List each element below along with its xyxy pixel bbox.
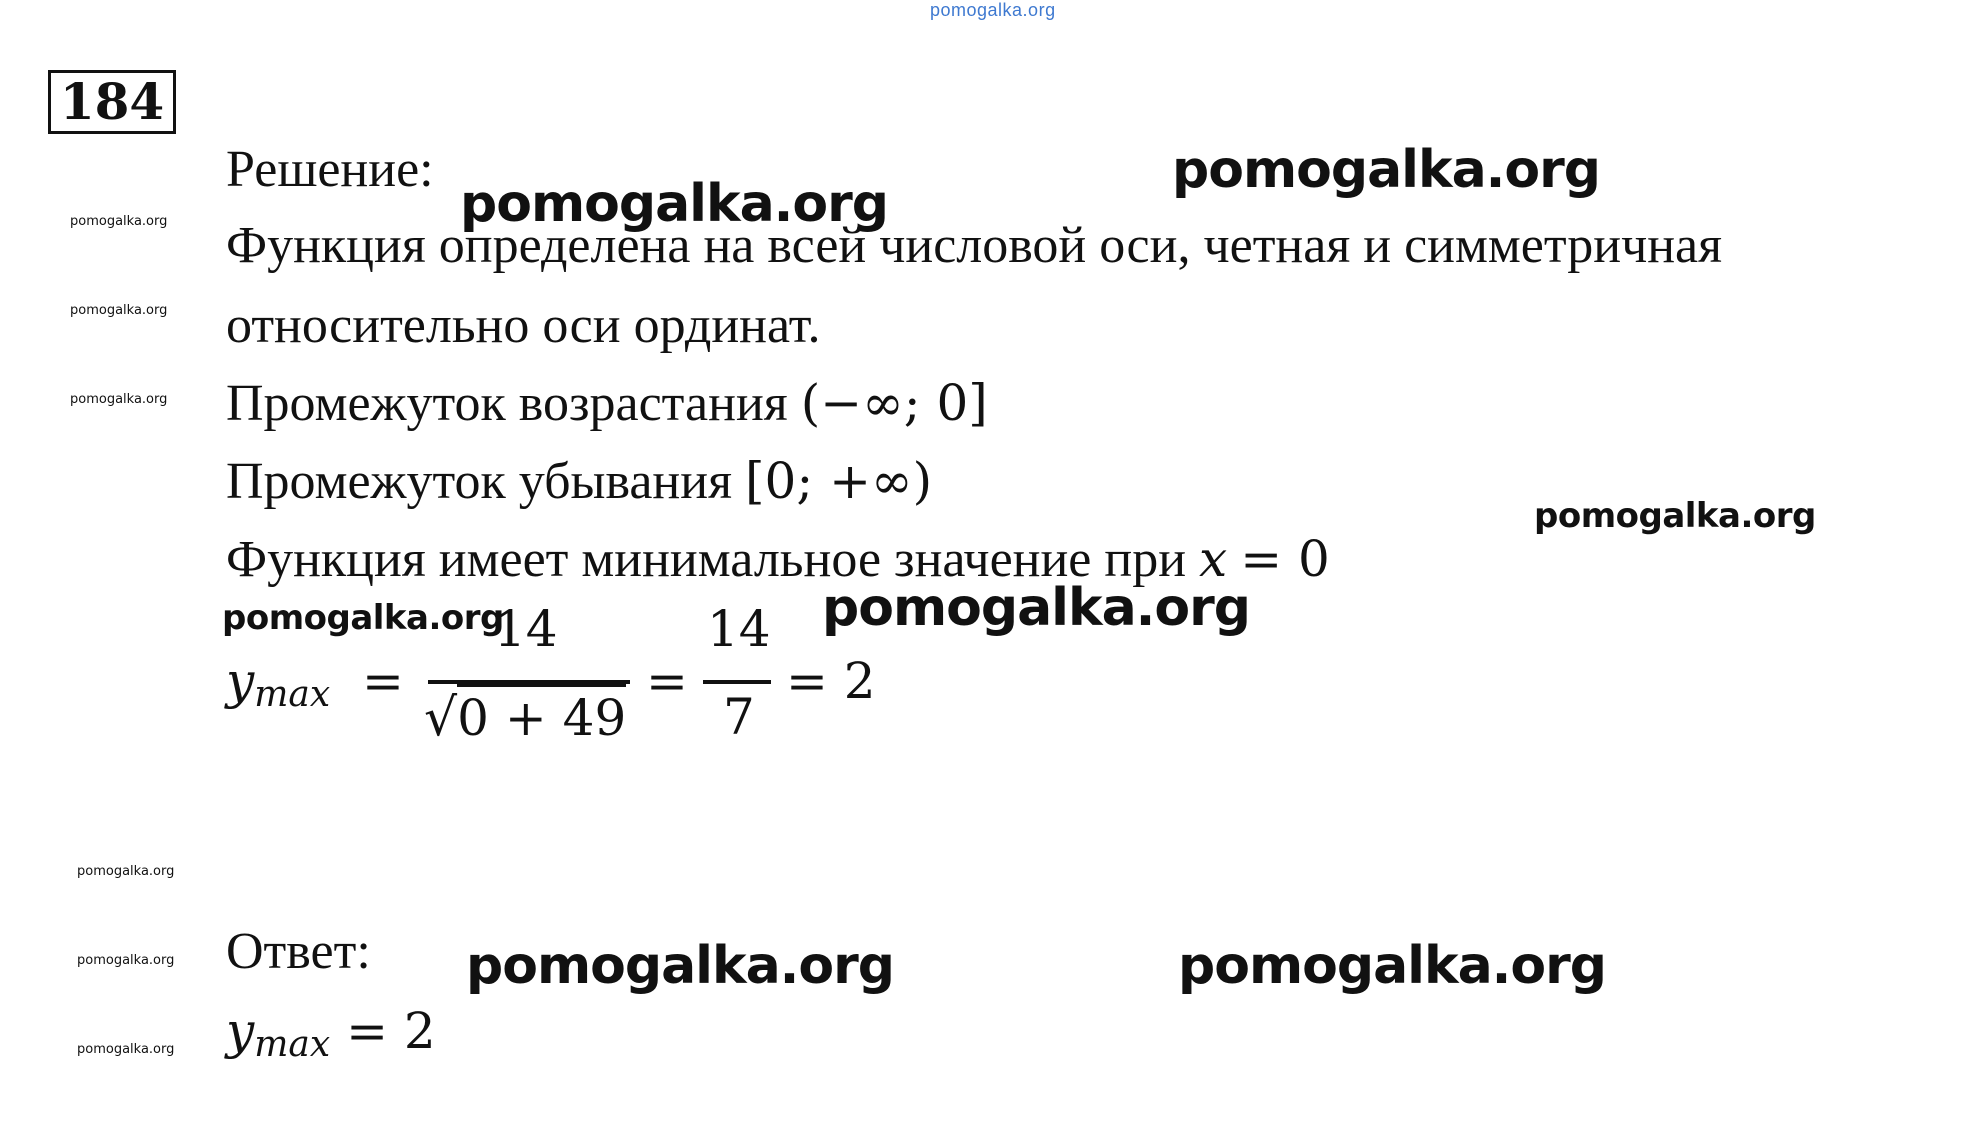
side-watermark: pomogalka.org	[70, 392, 168, 407]
side-watermark: pomogalka.org	[70, 214, 168, 229]
answer-heading: Ответ:	[226, 923, 371, 980]
increasing-label: Промежуток возрастания	[226, 375, 788, 432]
formula-result: = 2	[786, 652, 876, 710]
answer-sub: max	[254, 1024, 331, 1065]
watermark: pomogalka.org	[1534, 496, 1816, 536]
sqrt-sign: √	[424, 688, 458, 748]
increasing-interval: (−∞; 0]	[800, 374, 988, 432]
decreasing-interval: [0; +∞)	[745, 452, 933, 510]
formula-sub: max	[254, 674, 331, 715]
watermark: pomogalka.org	[466, 936, 895, 996]
answer-value: = 2	[346, 1002, 436, 1060]
watermark: pomogalka.org	[222, 598, 504, 638]
solution-line-2: относительно оси ординат.	[226, 297, 821, 354]
problem-number: 184	[48, 70, 176, 134]
formula-var: y	[226, 652, 255, 710]
answer-var: y	[226, 1002, 255, 1060]
solution-heading: Решение:	[226, 141, 434, 198]
watermark: pomogalka.org	[822, 578, 1251, 638]
formula-equals: =	[362, 652, 404, 710]
side-watermark: pomogalka.org	[70, 303, 168, 318]
top-watermark: pomogalka.org	[930, 0, 1056, 20]
formula-equals-2: =	[646, 652, 688, 710]
sqrt-radicand: 0 + 49	[457, 684, 626, 747]
minimum-text: Функция имеет минимальное значение при	[226, 531, 1187, 588]
side-watermark: pomogalka.org	[77, 1042, 175, 1057]
solution-line-1: Функция определена на всей числовой оси, четная и симметричная	[226, 217, 1723, 274]
frac1-numerator: 14	[494, 600, 558, 658]
watermark: pomogalka.org	[1172, 140, 1601, 200]
frac1-denominator	[424, 688, 626, 748]
watermark: pomogalka.org	[460, 174, 889, 234]
side-watermark: pomogalka.org	[77, 953, 175, 968]
answer-formula	[226, 1002, 436, 1065]
minimum-var: x	[1199, 530, 1228, 588]
frac2-denominator: 7	[723, 688, 755, 746]
decreasing-label: Промежуток убывания	[226, 453, 733, 510]
frac2-bar	[703, 680, 771, 684]
minimum-eq: = 0	[1240, 530, 1330, 588]
frac2-numerator: 14	[707, 600, 771, 658]
decreasing-interval-line	[226, 452, 933, 510]
watermark: pomogalka.org	[1178, 936, 1607, 996]
increasing-interval-line	[226, 374, 988, 432]
formula-lhs	[226, 652, 331, 715]
side-watermark: pomogalka.org	[77, 864, 175, 879]
